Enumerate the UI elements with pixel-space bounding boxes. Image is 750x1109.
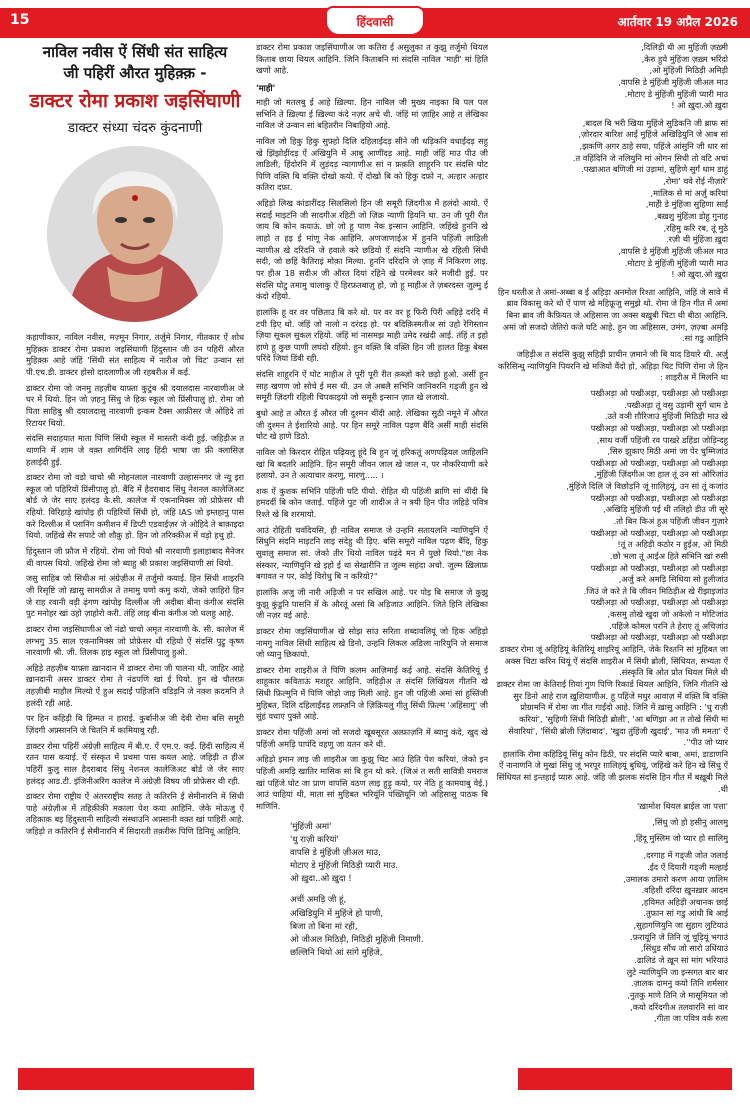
poem-line: मोटाए डे मुंहिंजी मिठिड़ी प्यारी माउ. <box>290 861 399 872</box>
col3-line: 'रोमा' चवे रोई नीज़ारे, <box>663 176 728 187</box>
col3-line: जिउं जे करे ते बि जीवन मिठिड़ीअ खे रीझाइजांउ. <box>583 585 728 596</box>
col3-line: डाक्टर रोमा जा केतिराई ग़ियां गुण पिणि रिकार्ड थियल आहिनि, जिनि गीतनि खे सुर डिनो आहे राज ख़ुशियाणीअ. हू पहिंजे मधुर आवाज़ में वक़्ति बि वक़्ति प्रोग्रामनि में रोमा जा गीत गाईंदो आहे. जिनि में ख़ासु आहिनि : 'धु राज़ी करियां', 'सुहिणी सिंधी मिठिड़ी ब्रोली', 'आ बणिझा आ त तोखे सिंधी मां सेवारियां', 'सिंधी ब्रोली ज़िंदाबाद', 'खुदा तुंहिंजी खुदाई', 'माउ जी ममता' ऐं 'पीउ जो प्यार'. <box>496 678 728 748</box>
poem-line: बिजा तो बिना मां रही, <box>290 921 358 932</box>
poem-line: छल्लिनि थियो आं सांगे मुहिंजे, <box>290 948 383 959</box>
footer-gap <box>254 1068 518 1090</box>
subject-name: डाक्टर रोमा प्रकाश जइसिंघाणी <box>29 90 241 112</box>
col3-line: केरु हुये मुंहिंजा ज़ख़्म भरिंदो, <box>641 53 728 64</box>
col3-line: पखीअड़ा ओ पखीअड़ा, पखीअड़ा ओ पखीअड़ा <box>590 632 728 643</box>
col1-paragraph: डाक्टर रोमा जइसिंघाणीअ जो नंढो चाचो अमृत नारवाणी के. सी. कालेज में लग्भगु 35 साल एकनामिक्स जो प्रोफ़ेसर थी रहियो ऐं संदसि पुट्रु कृष्ण नारवाणी श्री. जी. तिलक हाइ स्कूल जो प्रिंसीपालु हुओ. <box>26 623 244 658</box>
col3-line: सुहागणियुनि जा सुहाग लुटियाउं, <box>633 920 728 931</box>
poem-line: अखिड़ियुनि में मुहिंजे हो पाणी, <box>290 908 384 919</box>
col3-line: वहिशी दरिंदा ख़ुनख़ार आदम. <box>641 885 728 896</box>
column-2 <box>256 42 488 1082</box>
col3-line: मुंहिंजी ज़िंदगीअ जा हाल तूं उन सां ओरिजांउ, <box>593 469 728 480</box>
col3-line: सिंधुड सौंध जो सारो उधिंयाउं, <box>640 943 728 954</box>
col1-paragraph: पर हिन कहिड़ी बि हिम्मत न हाराई. कुर्बानीअ जी देवी रोमा बसि समूरी ज़िंदगी अफ़्साननि जे चितनि में कामियाबु रही. <box>26 713 244 735</box>
col3-line: पखीअड़ा ओ पखीअड़ा, पखीअड़ा ओ पखीअड़ा <box>590 597 728 608</box>
col3-line: कयो दरिंदगीअ तलवारनि सां वार, <box>630 1001 728 1012</box>
col3-line: हयिमत अहिड़ी अचानक छाई, <box>641 896 728 907</box>
col2-intro: डाक्टर रोमा प्रकाश जइसिंघाणीअ जा कतिरा ई असुलुका त कुझु तर्जुमो थियल किताब छाया थियल आहिनि. जिनि किताबनि मां संदसि नाविल 'माही' मां हिति खणो आहे. <box>256 42 488 76</box>
title-line-2: जी पहिरीं औरत मुहिक़्क़ - <box>63 64 207 82</box>
column-3 <box>496 42 728 1082</box>
col3-line: वापसि डे मुंहिंजी मुहिंजी जीअल माउ, <box>618 245 728 256</box>
col2-subheading: 'माही' <box>256 83 276 94</box>
col3-line: लुटे न्याणियुनि जा इन्सगत बार बार <box>626 966 728 977</box>
col3-line: ओ ख़ुदा.ओ ख़ुदा ! <box>671 100 728 111</box>
col3-line: ओ ख़ुदा.ओ ख़ुदा ! <box>671 269 728 280</box>
col3-line: वापसि डे मुंहिंजी मुहिंजी जीअल माउ, <box>618 76 728 87</box>
col3-line: कसमु तोखे खुदा जो अकेलो न मोटिजांउ, <box>607 609 728 620</box>
col2-paragraph: डाक्टर रोमा शाइरीअ ते पिणि क़लम आज़िमाई कई आहे. संदसि केतिरियूं ई शाहूकार कविताऊं मशहूर आहिनि. जहिड़ीअ त संदसि लिखियल गीतनि खे सिंधी फ़िल्मुनि में पिणि जोड़ो जाइ मिली आहे. हुन जी पहिंजी अमां सां हुस्तिंजी मुहिबत, दिलि दहिलाईंदड़ लफ़्ज़नि जे ज़िक्रियलु गीतु सिंधी फ़िल्म 'अहिंसागु' जी सुंहं वधाए पुक्ते आहे. <box>256 664 488 722</box>
col3-line: पखीअड़ा ओ पखीअड़ा, पखीअड़ा ओ पखीअड़ा <box>590 492 728 503</box>
col3-paragraph: जहिड़ीअ त संदसि कुझु सहिड़ी प्राचीन ज़माने जी बि याद डियारे थी. अर्जु करिसिन्धु न्याणियुनि पियरनि खे मजियो वैंदो हो, अहिड़ा चिट पिणि रोमा जे हिन शाइरीअ में मिलनि था : <box>497 349 728 383</box>
col3-line: मुंहिंजे दिलि जे विछोड़नि जूं ग़ालिहयूं, उन सां तूं कजांउ, <box>566 481 728 492</box>
col3-line: बख़शु मुंहिंजा डोहु गुनाह, <box>654 210 728 221</box>
col3-line: अखिड़ि मुंहिंजी पई थी तलिहो डीउ जी सूरे, <box>603 504 728 515</box>
portrait-photo <box>47 146 223 322</box>
col2-paragraph: नाविल जो किरदार रोहित पढ़ियलु हूंदे बि हुन जूं हरिकतूं अणपढ़ियल जाहिलनि खां बि बदतरि आहिनि. हिन समूरी जीवन जाल खे जाल न, पर नौकरियाणी करे हलायो. उन ते अत्याचार करणु, मारणु..... । <box>256 446 488 481</box>
col1-paragraph: डाक्टर रोमा जो वडो चाचो श्री मोहनलाल नारवाणी उल्हासनगर जे न्यू इरा स्कूल जो पहिरियों प्रिंसीपालु हो. बैंदि में हैदराबाद सिंधु नेशनल कालेजिअट बोर्ड जे जेर साए हलंदड़ के.सी. कालेज में एकनामिक्स जो प्रोफ़ेसर थी रहियो. विरिहाड़े खांपोइ ही पहिरियों सिंधी हो, जंहिं IAS जो इम्तहानु पास करे दिल्लीअ में प्लानिंग कमीशन में डिप्टी एडवाईज़र जे ओहिदे ते बाक़ाइदा थियो. जहिंखे सैर सपाटे जो शौक़ु हो. हिन जो तरिक्क़ीअ में वड़ो हथु हो. <box>26 472 244 541</box>
poem-line: 'धु राज़ी करियां' <box>290 834 339 845</box>
col2-paragraph: नाविल जो हिकु हिकु सुफ़्हो दिलि दहिलाईंदड़ सीने जी धड़िकनि वधाईंदड़ सहु खे झिंझोड़ींदड़ ऐं अखियुनि में आबु आणींदड़ आहे. माही जंहिं माउ पीउ जी लाडिली, हिंदोरनि में लुड़ंदड़ न्यागाणीअ सां न फ़क़ति शाहूरनि पर संदसि घोट पिणि वक़्ति बि वक़्ति दोखो कयो. ऐं दोखो बि को हिकु दफ़ो न, अत्हार अत्हार कतिरा दफ़ा. <box>256 135 488 193</box>
footer-bar <box>18 1068 732 1090</box>
dateline: आर्तवार 19 अप्रैल 2026 <box>617 15 738 29</box>
col3-line: दिलिड़ी थी आ मुहिंजी ज़ख़्मी, <box>641 42 728 52</box>
col3-line: नुतकु माणे तिनि जे मासूमियत जो, <box>627 989 728 1000</box>
col3-line: ढालिडं जे ख़ून सां मांग भरियाउं. <box>634 955 728 966</box>
col3-line: साथ वर्जी पहिंजी रव पाखरे डहिंडा जोड़िन्दहु, <box>596 434 728 445</box>
col3-line: अर्जु करे अमड़ि सिधिया सो हुलीजांउ, <box>618 574 728 585</box>
col2-paragraph: माही जो मतलबु ई आहे ख़िल्या. हिन नाविल जी मुख्य नाइका बि पल पल सभिनि ते ख़िल्या ई ख़िल्या कंदे नज़र अचे थी. जंहिं मां ज़ाहिर आहे त लेखिका नाविल जे उन्वान सां बहितरीन निबाहियो आहे. <box>256 96 488 131</box>
col1-paragraph: डाक्टर रोमा जो जनमु तहज़ीब याफ़्ता कुटुंब श्री दयालदास नारवाणीअ जे घर में थियो. हिन जो ज़हनु सिंधु जे हिक स्कूल जो प्रिंसीपालु हो. रोमा जो पिता साहिबु श्री दयालदासु नारवाणी इन्कम टैक्स आफ़ीसर जे ओहिदे तां रिटायर थियो. <box>26 382 244 428</box>
col3-line: मोटाए डे मुंहिंजी मुंहिंजी प्यारी माउ. <box>624 257 728 268</box>
col3-line: डाक्टर रोमा जूं अहिड़ियूं केतिरियूं शाइरियूं आहिनि, जेके रिश्तनि सां मुहिबत जा अक्स चिटा करिन थियूं ऐं संदसि शाइरीअ में सिंधी ब्रोली, सिंधियत, सभ्यता ऐं संस्कृति बि ओत प्रोत थियल मिले थी. <box>499 644 728 678</box>
col3-line: पखीअड़ा तूं वसु उड़ामी सुर्गं धाम डे. <box>624 399 728 410</box>
col3-line: पहिंजे कोमल परनि ते हेराए तूं अचिजांउ. <box>609 620 728 631</box>
poem-line: वापसि डे मुंहिंजी ज़ीअल माउ, <box>290 847 381 858</box>
article-title <box>26 42 244 84</box>
col3-paragraph: 'ख़ामोश थियल ब्राईल जा पत्ता' <box>637 801 728 812</box>
col3-paragraph: हिंदू मुस्लिम जो प्यार हो सालिमु, <box>633 832 728 843</box>
page-number: 15 <box>10 12 30 28</box>
col3-line: पखीअड़ा ओ पखीअड़ा, पखीअड़ा ओ पखीअड़ा <box>590 387 728 398</box>
col2-paragraph: डाक्टर रोमा जइसिंघाणीअ खे सोझ सांउ सरिता शब्दावलियूं जो हिक अहिड़ो नामगु नाविल सिंधी साहित्य खे डिनो, उन्हनि लिकल अङिला नारियुनि जे समाज जो ध्यानु छिकायो. <box>256 625 488 660</box>
col3-line: माहेी डे मुंहिंजा सुहिणा साईं, <box>645 199 728 210</box>
col2-paragraph: हालांकि हू वर वर पछिताउ बि करे थो. पर वर वर हू फिरी पिरी अहिड़े दरंदि में टपी ड़िए थो. जंहिं जो नालो न दरंदड़ हो. पर बदिक़िस्मतीअ सां उहो रेगिस्तान ज़िया सूकल सुकल रहियो. जंहिं मां नासमझ माही उमेद रखंदी आई. तंहिं त इहो हाणे हू कुछ पाणी लघंदो रहियो. हुन वक़्ति बि वक़्ति हिन जी हालत हिकु बेबस परिंदे जियां डिंवी रही. <box>256 306 488 364</box>
col3-line: त वहिंदिनि जे नलियुनि मां ओगन सिधी तो वटि अचां. <box>572 152 728 163</box>
col3-line: मालिक से मां अर्ज़ु करियां, <box>650 187 728 198</box>
col3-line: हालांकि रोमा कहिड़ियूं सिंधु कोन डिठी, पर संदसि प्यारे बाबा, अमां, डाडाणनि ऐं नानाणनि जे मुखां सिंधु जूं भरपूर ग़ालिहयूं बुधियूं, जहिंखे करे हिन खे सिंधु ऐं सिंधियत सां इन्तहाई प्यारु आहे. जंहि जी झलक संदसि हिन गीत में बख़ूबी मिले थी. <box>496 748 728 794</box>
author-byline: डाक्टर संध्या चंदरु कुंदनाणी <box>67 119 203 136</box>
col2-paragraph: संदसि शाहूरनि ऐं घोट माहीअ ते पूरी पूरी रीत क़ब्ज़ो करे छड़ो हुओ. असीं हून साह़ खणण जो सोचे ई मस थी. उन जे अबलै सभिनि जानिवरनि गड्जी हुन खे समूरी ज़िंदगी रहिली चिपकाइयो जो समूरी इन्सान ज़ात खे लजायो. <box>256 369 488 403</box>
col3-line: गीता जा पवित्र वर्क रुला, <box>654 1013 728 1024</box>
col3-line: पखीअड़ा ओ पखीअड़ा, पखीअड़ा ओ पखीअड़ा <box>590 457 728 468</box>
col3-line: पखीअड़ा ओ पखीअड़ा, पखीअड़ा ओ पखीअड़ा <box>590 527 728 538</box>
title-line-1: नाविल नवीस ऐं सिंधी संत साहित्य <box>42 43 228 61</box>
col3-line: छो भला तूं आईअ हिते सभिनि खां रुसी. <box>609 550 728 561</box>
col3-line: उमालक उमारो करण आया ज़ालिम, <box>623 873 728 884</box>
col1-paragraph: डाक्टर रोमा पहिरीं अंग्रेज़ी साहित्य में बी.ए. ऐं एम.ए. कई. हिंदी साहित्य में रतन पास कयाई. ऐं संस्कृत में प्रथमा पास कयल आहे. जहिड़ी त हीअ पहिरीं कुलु साल हैदराबाद सिंधु नेशनल कालेजिअट बोर्ड जे जेर साए हलंदड़ आड.टी. इंजिनीअरिंग कालेज में अंग्रेज़ी विषय जी प्रोफ़ेसर थी रही. <box>26 740 244 786</box>
poem-block <box>290 821 488 887</box>
col1-paragraph: जसु साहिब जो सिंधीअ मां अंग्रेज़ीअ में तर्जुमो कयाई. हिन सिंधी शाइरनि जी रिसृष्टि जो ख़ासु सामग्रीअ ते तमामु घणो कमु कयो, जेको ज़ाहिरो हिन जे राह रवानी वड़ी ढ़ंगण खांपोइ दिल्लीअ जी अदीबा बीना कंगीअ संदसि पुट मनोहर खां उहो ज़ाहोरो करी. तंहिं लाइ बीना कंगीअ जो थलहु आहे. <box>26 573 244 619</box>
col2-paragraph: डाक्टर रोमा पहिंजी अमां जो सजदो खूबसूरत अल्फ़ाज़नि में ब्यानु कंदे, खुद खे पहिंजी अमड़ि पापंदि वहणु जा यतन करे थी. <box>256 727 488 749</box>
col3-paragraph: सिंधु जो हो हसीनु आलमु, <box>652 817 728 827</box>
col1-paragraph: कहाणीकार, नाविल नवीस, मज़्मून निगार, तर्जुमे निगार, गीतकार ऐं शोध मुहिक़्क़ डाक्टर रोमा प्रकाश जइसिंघाणी हिंदुस्तान जी उन पहिरीं औरत मुहिक़्क़ आहे जंहिं 'सिंधी संत साहित्य में नारीअ जो चिट' उन्वान सां पी.एच.डी. डाक्टर होसो दादलाणीअ जी रहबरीअ में कई. <box>26 332 244 378</box>
col3-line: तूं त अहिड़ी कठोर न हुईअ, ओ मिठी! <box>617 539 728 550</box>
column-1 <box>26 42 244 1082</box>
poem-line: ओ जीअल मिठिड़ी, मिठिड़ी मुहिंजी निमाणी. <box>290 934 424 945</box>
col3-line: पखीअड़ा ओ पखीअड़ा, पखीअड़ा ओ पखीअड़ा <box>590 562 728 573</box>
col3-line: उते वञी ग़ौरिजाउं मुंहिंजी मिठिड़ी माउ खे. <box>604 411 728 422</box>
col3-poem-title: दरगाह में गड्जी जोत जलाई, <box>643 850 728 861</box>
col3-line: तुफ़ान सां गडु आंधी बि आई. <box>643 908 728 919</box>
col3-line: फ़रायूंनि जे तिनि जूं चूड़ियूं भगाउं. <box>630 931 728 942</box>
col1-paragraph: हिंदुस्तान जी फ़ौज में रहियो. रोमा जो पियो श्री नारवाणी इलाहाबाद मैनेजर थी वापस थियो. जहिंखे रोमा जो ब्याहु श्री प्रकाश जइसिंघाणी सां थियो. <box>26 546 244 568</box>
col2-paragraph: शक ऐं कुशक सभिनि पहिंजी घटि पीयो. रोहित थी पहिंजी ब्राणि सां थींदी बि हमदर्दी बि कोन जताई. पहिंजे पुट जी शादीअ ते न त्रयी हिन पीउ जहिड़े पवित्र रिश्ते खे बि शरमायो. <box>256 485 488 520</box>
col2-paragraph: हालांकि अजु जी नारी अड़िजी न पर सखिल आहे. पर पोइ बि समाज जे कुझु कुझु कुंडुनि पासनि में के औरतूं असां बि अड़िजाउ आहिनि. जिते हिनि लेखिका जी नज़र वई आहे. <box>256 586 488 621</box>
col2-paragraph: अहिड़ो लिख कांडारींदड़ सिलसिलो हिन जी समूरी ज़िंदगीअ में हलंदो आयो. ऐं सदाईं माइटनि जी सादगीअ रहिटी जो ज़िक्र न्याणी ड़ियनि था. उन जी पूरी रीत जाय बि कोन कयाऊं. छो जो हू पाण नेक इन्सान आहिनि. जहिंखे हुननि खे लाहो त हइ ई मांणू नेक आहिनि. अणजाणाईअ में हुननि पहिंजी लाड़िली न्याणीअ खे दरिंदनि जे हवाले करे छडियो ऐं संदनि न्याणीअ खे रहिली सिंधी सदी, जो छहिं कैतिराइं मोक़ा मिल्या. हुननि दरिंदनि जे ज़ाह में निकिरण लाइ. पर हीअ 18 सदीअ जी औरत दियां रहिने खे परमेश्वर करे मजीदी हुई. पर संदसि घोटु तमामु चालाकु ऐं हिरफ़तबाज़ु हो, जो हू माहीअ ते ज़बरदस्त जुल्मु ई कंदो रहियो. <box>256 198 488 302</box>
col2-paragraph: अहिड़ो इमान लाइ जी शाइरीअ जा कुझु चिट आउं हिति पेश करियां, जेको इन पहिंजी अमड़ि खातिर मासिक सां बि हुन थो करे. (जिअं त सती सावित्री यमराज खां पहिंजे घोट जा प्राण वापसि वठण लाइ हुड़ु कयो, पर नेठि हू कामयाबु वेई.) आउं चाहियां थी, माता सां मुहिबत भरियूंनि पंख्तियूनि जो अहिसासु पाठक बि माणिनि. <box>256 754 488 811</box>
col3-line: मोटाए डे मुंहिंजी मुहिंजी प्यारी माउ. <box>624 88 728 99</box>
col3-line: ईद ऐं दियारी गड्जी मल्हाई. <box>647 861 728 872</box>
poem-title: 'मुंहिंजी अमां' <box>290 821 332 832</box>
col1-paragraph: संदसि सदाहयात माता पिणि सिंधी स्कूल में मास्तरी कंदी हुई. जहिड़ीअ त थाणनि में शाम जे वक़्त शागिर्दनि लाइ हिंदी भाषा जा फ्री क्लासिज़ हलाईदी हुई. <box>26 433 244 467</box>
col3-line: पखीअड़ा ओ पखीअड़ा, पखीअड़ा ओ पखीअड़ा <box>590 422 728 433</box>
poem-block <box>290 894 488 960</box>
col3-line: तो बिन किअं हुअ पहिंजी जीवन गुज़ारे. <box>613 515 728 526</box>
col3-line: ज़ालक दामनु कयो तिनि शर्मसार. <box>630 978 728 989</box>
poem-line: अचीं अमड़ि जी हूं, <box>290 895 347 906</box>
col3-line: रज़ी थी मुंहिंजा ख़ुदा. <box>665 234 728 245</box>
col3-line: सिरु झुकाए मिठी अमां जा पेर चुम्मिजांउ, <box>607 446 728 457</box>
col2-paragraph: बुधो आहे त औरत ई औरत जी दुश्मन थींदी आहे. लेखिका सुठी नमूने में औरत जी दुश्मन ते ईशारियो आहे. पर हिन समूरे नाविल पढ़ण बैंदि असीं माही संदसि घोट खे हाणे डिठो. <box>256 408 488 442</box>
col1-paragraph: डाक्टर रोमा राष्ट्रीय ऐं अंतरराष्ट्रीय सतह ते कतिरनि ई सेमीनारनि में सिंधी पाहे अंग्रेज़ीअ में तहिक़ीक़ी मक़ाला पेश कया आहिनि. जेके मोऊजु ऐं तहिक़ाक़ बइ हिंदुस्तानी साहित्यी संस्थाउनि अफ़्सानी वक़्त खां पाहिरीं आहे. जहिड़ो त कतिरनि ई सेमीनारनि में सिदारती तक़रीरूं पिणि डिनियूं आहिनि. <box>26 791 244 837</box>
poem-line: ओ ख़ुदा..ओ ख़ुदा ! <box>290 874 352 885</box>
col3-paragraph: हिन धरतीअ ते अमां-अब्बा ब ई अहिड़ा अनमोल रिश्ता आहिनि, जंहिं जे सावे में ब्राव विकासु करे थो ऐं पाण खे महिफ़ूजु समुझे थो. रोमा जे हिन गीत में अमां बिना ब्राव जी कैफ़ियत जे अहिसास जा अक्स बख़ुबी चिटा थी बीठा आहिनि. अमां जो सजदो जेतिरो कजे घटि आहे. हुन जा अहिसास, उमंग, ज़ज़्बा अमड़ि सां गडु आहिनि. <box>498 286 728 344</box>
col2-paragraph: आउं रोहिती चवंदियसि, ही नाविल समाज जे उन्हनि सतायलनि न्याणियुनि ऐं सिंधुनि संदनि माइटनि लाइ संदेहु थी ड़िए. बसि समूरो नाविल पढ़ण बैंदि, हिकु सुवालु समाज सां. जेको तीर थियो नाविल पढ़ंदे मन में पुछो थियो."छा नेक संस्कार, न्याणियुनि खे इहो ई था सेखारीनि त जुल्म सहंदा अचो. जुल्म ख़िलाफ़ बगावत न पर, कोई विरोधु बि न करियो?" <box>256 524 488 582</box>
masthead-logo: हिंदवासी <box>325 6 425 36</box>
col3-line: बादल बि भरी खिया मुहिंजे सुडिकनि जी ब्राफ सां, <box>582 117 728 128</box>
col1-paragraph: अहिड़े तहज़ीब याफ़्ता ख़ानदान में डाक्टर रोमा जी पालना थी. जाहिर आहे ख़ानदानी असर डाक्टर रोमा ते नंढपणि खां ई पियो. हुन खे चौतरफ़ तहज़ीबी माहौल मिल्यो ऐं हुअ सदाईं पहिंजनि वडिड़नि जे नक़्श क़दमनि ते हलंदी रही आहे. <box>26 662 244 708</box>
col3-line: ज़ोरदार बारिश आई मुहिंजे अखिड़ियुनि जे आब सां, <box>578 129 728 140</box>
col3-line: झकणि अगर ठाहे सया, पहिंजे आंसुनि जी धार सां, <box>579 141 728 152</box>
col3-line: ओ मुंहिंजी मिठिड़ी अमिड़ी, <box>649 65 728 76</box>
col3-line: पखाआत बणिजी मां उड़ामां, सुहिणे सुर्गं धाम डाहुं. <box>581 164 728 175</box>
col3-line: रहिमु करि रब, तूं मुठे, <box>663 222 728 233</box>
